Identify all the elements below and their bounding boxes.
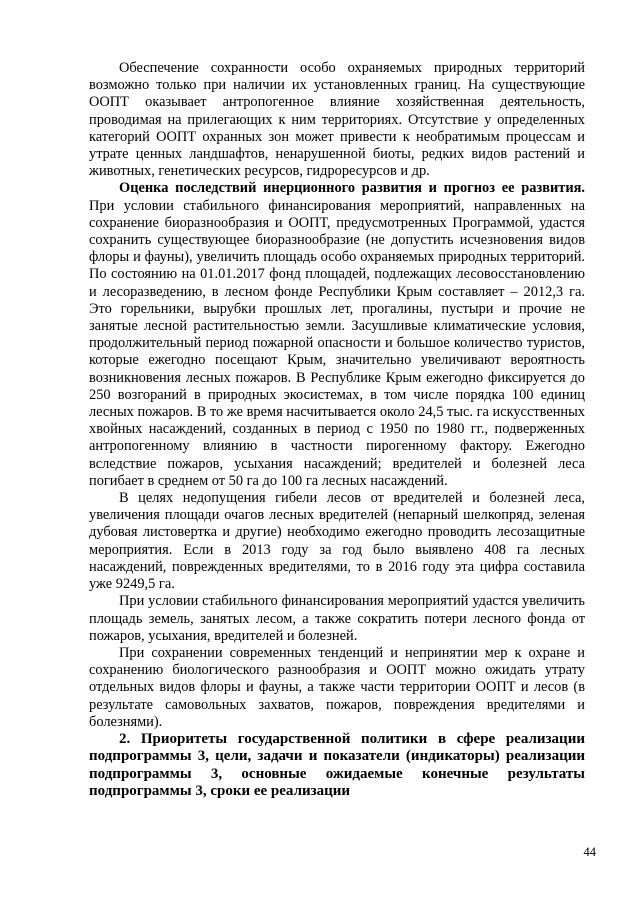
paragraph-current-trends bbox=[89, 645, 585, 731]
paragraph-text: При условии стабильного финансирования мероприятий удастся увеличить площадь земель, занятых лесом, а также сократить потери лесного фонда от пожаров, усыхания, вредителей и болезней. bbox=[89, 593, 585, 644]
section-heading: 2. Приоритеты государственной политики в сфере реализации подпрограммы 3, цели, задачи и показатели (индикаторы) реализации подпрограммы 3, основные ожидаемые конечные результаты подпрограммы 3, сроки ее реализации bbox=[89, 730, 585, 800]
paragraph-forest-pests bbox=[89, 490, 585, 593]
paragraph-inertial-development bbox=[89, 180, 585, 490]
paragraph-text: При сохранении современных тенденций и непринятии мер к охране и сохранению биологического разнообразия и ООПТ можно ожидать утрату отдельных видов флоры и фауны, а также части территории ООПТ и лесов (в результате самовольных захватов, пожаров, повреждения вредителями и болезнями). bbox=[89, 644, 585, 730]
document-body bbox=[89, 60, 585, 801]
paragraph-stable-financing bbox=[89, 593, 585, 645]
paragraph-text: В целях недопущения гибели лесов от вредителей и болезней леса, увеличения площади очагов лесных вредителей (непарный шелкопряд, зеленая дубовая листовертка и другие) необходимо ежегодно проводить лесозащитные мероприятия. Если в 2013 году за год было выявлено 408 га лесных насаждений, поврежденных вредителями, то в 2016 году эта цифра составила уже 9249,5 га. bbox=[89, 490, 585, 593]
paragraph-bold-lead: Оценка последствий инерционного развития и прогноз ее развития. bbox=[119, 180, 585, 197]
page-number: 44 bbox=[583, 845, 596, 859]
paragraph-protected-areas bbox=[89, 60, 585, 180]
paragraph-text: При условии стабильного финансирования мероприятий, направленных на сохранение биоразнообразия и ООПТ, предусмотренных Программой, удастся сохранить существующее биоразнообразие (не допустить исчезновения видов флоры и фауны), увеличить площадь особо охраняемых природных территорий. По состоянию на 01.01.2017 фонд площадей, подлежащих лесовосстановлению и лесоразведению, в лесном фонде Республики Крым составляет – 2012,3 га. Это горельники, вырубки прошлых лет, прогалины, пустыри и прочие не занятые лесной растительностью земли. Засушливые климатические условия, продолжительный период пожарной опасности и большое количество туристов, которые ежегодно посещают Крым, значительно увеличивают вероятность возникновения лесных пожаров. В Республике Крым ежегодно фиксируется до 250 возгораний в природных экосистемах, в том числе порядка 100 единиц лесных пожаров. В то же время насчитывается около 24,5 тыс. га искусственных хвойных насаждений, созданных в период с 1950 по 1980 гг., подверженных антропогенному влиянию в частности пирогенному фактору. Ежегодно вследствие пожаров, усыхания насаждений; вредителей и болезней леса погибает в среднем от 50 га до 100 га лесных насаждений. bbox=[89, 197, 585, 489]
paragraph-text: Обеспечение сохранности особо охраняемых природных территорий возможно только при наличии их установленных границ. На существующие ООПТ оказывает антропогенное влияние хозяйственная деятельность, проводимая на прилегающих к ним территориях. Отсутствие у определенных категорий ООПТ охранных зон может привести к необратимым процессам и утрате ценных ландшафтов, ненарушенной биоты, редких видов растений и животных, генетических ресурсов, гидроресурсов и др. bbox=[89, 60, 585, 180]
